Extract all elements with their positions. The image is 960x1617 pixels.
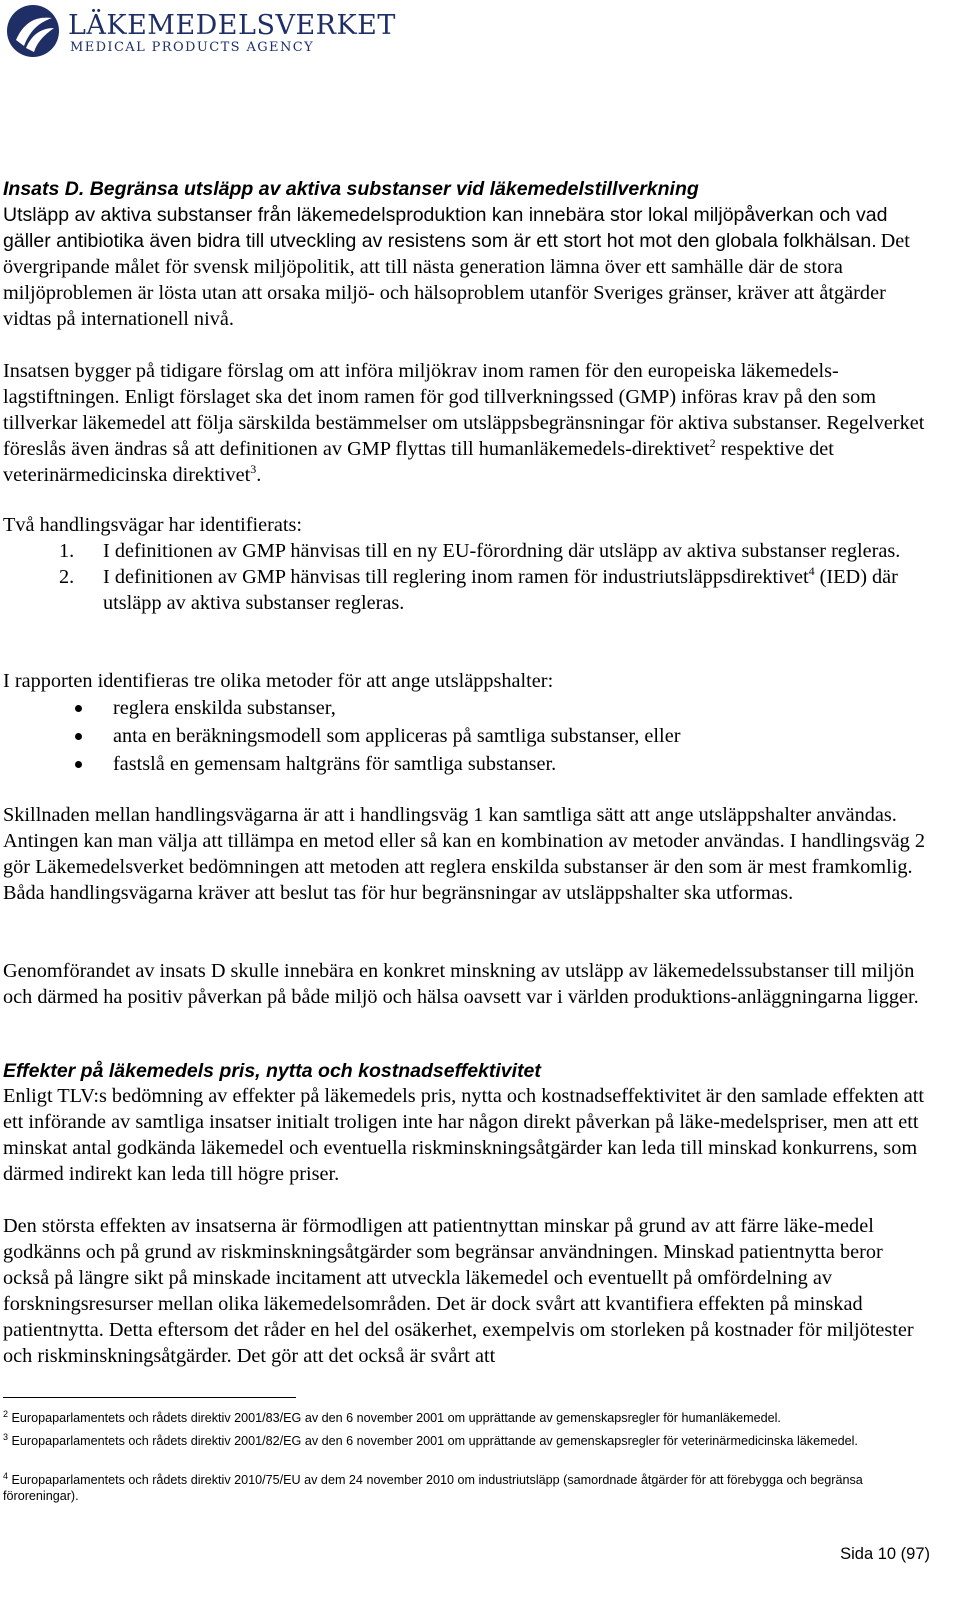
implementation-paragraph: Genomförandet av insats D skulle innebära en konkret minskning av utsläpp av läkemedelssubstanser till miljön och därmed ha positiv påverkan på både miljö och hälsa oavsett var i världen produktions-anläggningarna ligger. xyxy=(3,960,919,1008)
org-subtitle: MEDICAL PRODUCTS AGENCY xyxy=(70,40,315,55)
list-number: 2. xyxy=(59,566,75,588)
list-item-text: reglera enskilda substanser, xyxy=(113,697,336,719)
bullet-icon xyxy=(75,733,82,740)
effects-paragraph-1: Enligt TLV:s bedömning av effekter på läkemedels pris, nytta och kostnadseffektivitet är den samlade effekten att ett införande av samtliga insatser initialt troligen inte har någon direkt påverkan på läke-medelspriser, men att ett minskat antal godkända läkemedel och eventuella riskminskningsåtgärder kan leda till minskad konkurrens, som därmed indirekt kan leda till högre priser. xyxy=(3,1085,925,1185)
list-item xyxy=(0,564,930,616)
proposal-text-b: respektive det veterinärmedicinska direktivet xyxy=(3,438,834,486)
proposal-text-a: Insatsen bygger på tidigare förslag om att införa miljökrav inom ramen för den europeiska läkemedels-lagstiftningen. Enligt förslaget ska det inom ramen för god tillverkningssed (GMP) införas krav på den som tillverkar läkemedel att följa särskilda bestämmelser om utsläppsbegränsningar för aktiva substanser. Regelverket föreslås även ändras så att definitionen av GMP flyttas till humanläkemedels-direktivet xyxy=(3,360,925,460)
list-item xyxy=(0,750,930,778)
section-heading: Insats D. Begränsa utsläpp av aktiva substanser vid läkemedelstillverkning xyxy=(3,178,699,200)
paths-list xyxy=(0,538,930,616)
list-number: 1. xyxy=(59,540,75,562)
paths-intro: Två handlingsvägar har identifierats: xyxy=(3,514,303,536)
list-item xyxy=(0,538,930,564)
footnote-number: 4 xyxy=(3,1471,9,1481)
bullet-icon xyxy=(75,761,82,768)
effects-paragraph-2: Den största effekten av insatserna är förmodligen att patientnyttan minskar på grund av att färre läke-medel godkänns och på grund av riskminskningsåtgärder som begränsar användningen. Minskad patientnytta beror också på längre sikt på minskade incitament att utveckla läkemedel och eventuellt på omfördelning av forskningsresurser mellan olika läkemedelsområden. Det är dock svårt att kvantifiera effekten på minskad patientnytta. Detta eftersom det råder en hel del osäkerhet, exempelvis om storleken på kostnader för miljötester och riskminskningsåtgärder. Det gör att det också är svårt att xyxy=(3,1215,914,1367)
list-item-text-after: (IED) där utsläpp av aktiva substanser regleras. xyxy=(103,566,898,614)
footnote-4 xyxy=(3,1472,928,1504)
footnote-number: 3 xyxy=(3,1432,9,1442)
footnote-3 xyxy=(3,1433,928,1449)
proposal-paragraph xyxy=(3,358,933,488)
footnote-ref-3: 3 xyxy=(250,462,257,476)
list-item xyxy=(0,722,930,750)
list-item-text: fastslå en gemensam haltgräns för samtliga substanser. xyxy=(113,753,557,775)
intro-paragraph xyxy=(3,202,933,332)
footnote-ref-4: 4 xyxy=(808,564,815,578)
footnote-text: Europaparlamentets och rådets direktiv 2010/75/EU av dem 24 november 2010 om industriutsläpp (samordnade åtgärder för att förebygga och begränsa föroreningar). xyxy=(3,1473,863,1503)
footnote-number: 2 xyxy=(3,1409,9,1419)
effects-heading: Effekter på läkemedels pris, nytta och kostnadseffektivitet xyxy=(3,1060,541,1082)
footnote-text: Europaparlamentets och rådets direktiv 2001/83/EG av den 6 november 2001 om upprättande av gemenskapsregler för humanläkemedel. xyxy=(11,1411,781,1425)
methods-list xyxy=(0,694,930,778)
methods-intro: I rapporten identifieras tre olika metoder för att ange utsläppshalter: xyxy=(3,670,554,692)
intro-sentence-serif: Det övergripande målet för svensk miljöpolitik, att till nästa generation lämna över ett samhälle där de stora miljöproblemen är lösta utan att orsaka miljö- och hälsoproblem utanför Sveriges gränser, kräver att åtgärder vidtas på internationell nivå. xyxy=(3,230,910,330)
list-item-text: I definitionen av GMP hänvisas till en ny EU-förordning där utsläpp av aktiva substanser regleras. xyxy=(103,540,901,562)
bullet-icon xyxy=(75,705,82,712)
footnote-ref-2: 2 xyxy=(709,436,716,450)
agency-logo xyxy=(6,4,396,58)
list-item-text: anta en beräkningsmodell som appliceras på samtliga substanser, eller xyxy=(113,725,681,747)
page-number: Sida 10 (97) xyxy=(840,1545,930,1563)
proposal-text-c: . xyxy=(256,464,262,486)
org-name: LÄKEMEDELSVERKET xyxy=(68,10,396,41)
difference-paragraph: Skillnaden mellan handlingsvägarna är att i handlingsväg 1 kan samtliga sätt att ange utsläppshalter användas. Antingen kan man välja att tillämpa en metod eller så kan en kombination av metoder användas. I handlingsväg 2 gör Läkemedelsverket bedömningen att metoden att reglera enskilda substanser är den som är mest framkomlig. Båda handlingsvägarna kräver att beslut tas för hur begränsningar av utsläppshalter ska utformas. xyxy=(3,804,925,904)
footnote-2 xyxy=(3,1410,928,1426)
intro-sentence-sans: Utsläpp av aktiva substanser från läkemedelsproduktion kan innebära stor lokal miljöpåverkan och vad gäller antibiotika även bidra till utveckling av resistens som är ett stort hot mot den globala folkhälsan. xyxy=(3,204,888,252)
list-item-text: I definitionen av GMP hänvisas till reglering inom ramen för industriutsläppsdirektivet xyxy=(103,566,809,588)
lakemedelsverket-logo-icon xyxy=(6,4,60,58)
footnote-text: Europaparlamentets och rådets direktiv 2001/82/EG av den 6 november 2001 om upprättande av gemenskapsregler för veterinärmedicinska läkemedel. xyxy=(11,1434,858,1448)
list-item xyxy=(0,694,930,722)
footnote-divider xyxy=(3,1397,296,1398)
